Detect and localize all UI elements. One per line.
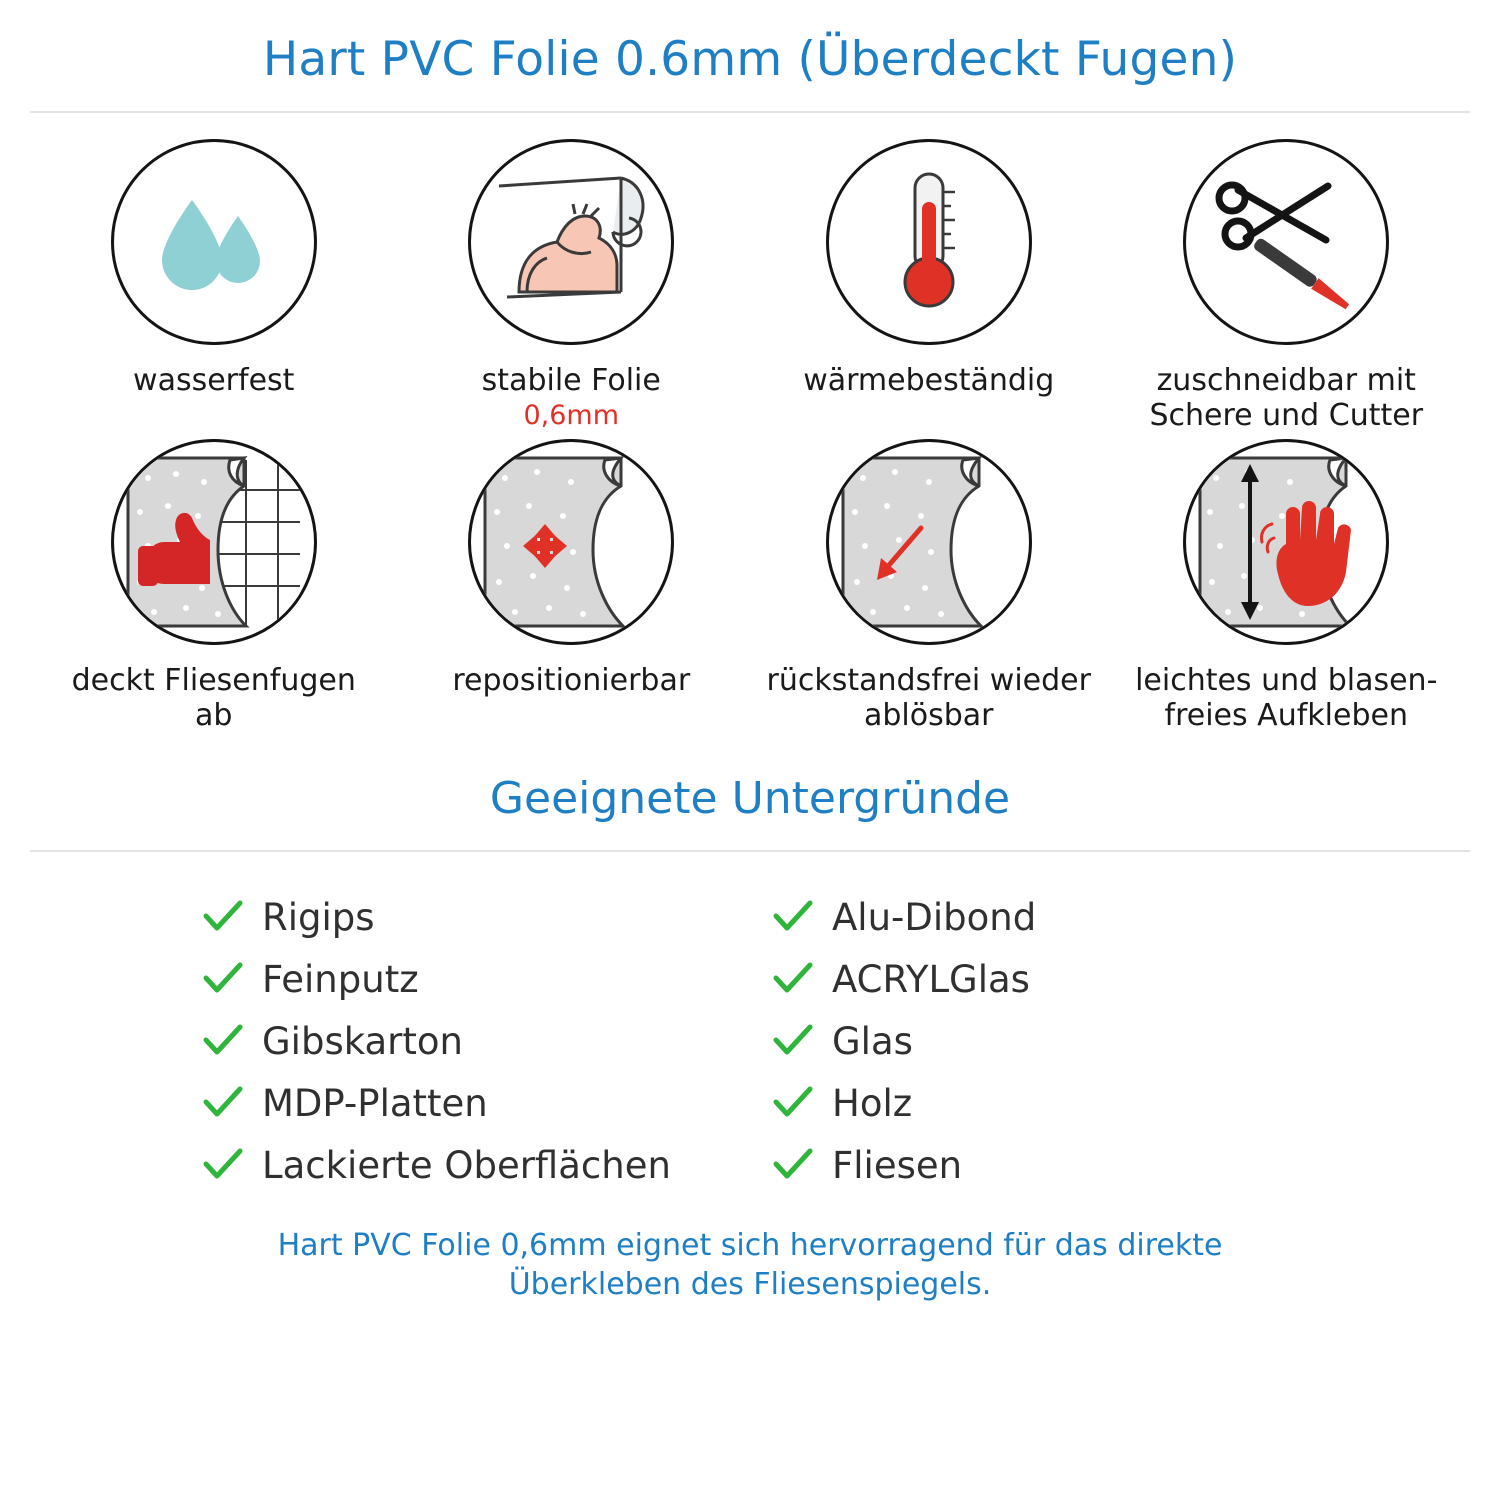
substrate-label: Fliesen xyxy=(832,1143,963,1187)
section-title: Geeignete Untergründe xyxy=(489,773,1011,825)
substrate-label: Alu-Dibond xyxy=(832,895,1037,939)
list-item xyxy=(200,1010,770,1072)
feature-label: wärmebeständig xyxy=(803,363,1055,398)
water-drops-icon xyxy=(111,139,317,345)
feature-sublabel: 0,6mm xyxy=(523,400,620,432)
feature-wasserfest xyxy=(35,139,393,433)
check-icon xyxy=(770,1148,816,1182)
check-icon xyxy=(200,1148,246,1182)
header xyxy=(0,0,1500,87)
smoothing-hand-icon xyxy=(1183,439,1389,645)
check-icon xyxy=(770,1024,816,1058)
list-item xyxy=(770,886,1340,948)
section-divider xyxy=(30,850,1470,852)
feature-grid xyxy=(35,139,1465,733)
check-icon xyxy=(770,962,816,996)
feature-repositionierbar xyxy=(393,439,751,733)
check-icon xyxy=(200,1086,246,1120)
feature-stabile-folie xyxy=(393,139,751,433)
feature-label: rückstandsfrei wieder ablösbar xyxy=(766,663,1091,734)
list-item xyxy=(770,1010,1340,1072)
substrate-label: Feinputz xyxy=(262,957,419,1001)
check-icon xyxy=(770,1086,816,1120)
thermometer-icon xyxy=(826,139,1032,345)
substrate-label: ACRYLGlas xyxy=(832,957,1030,1001)
feature-rueckstandsfrei xyxy=(750,439,1108,733)
feature-label: deckt Fliesenfugen ab xyxy=(71,663,356,734)
list-item xyxy=(200,948,770,1010)
substrate-label: Glas xyxy=(832,1019,913,1063)
substrate-list-left xyxy=(200,886,770,1196)
substrate-label: Lackierte Oberflächen xyxy=(262,1143,671,1187)
thumbs-up-tiles-icon xyxy=(111,439,317,645)
list-item xyxy=(770,1134,1340,1196)
check-icon xyxy=(200,900,246,934)
footer-line-2: Überkleben des Fliesenspiegels. xyxy=(508,1267,992,1303)
feature-label: zuschneidbar mit Schere und Cutter xyxy=(1149,363,1424,434)
footer-note xyxy=(0,1226,1500,1304)
check-icon xyxy=(200,1024,246,1058)
list-item xyxy=(770,948,1340,1010)
substrate-label: MDP-Platten xyxy=(262,1081,488,1125)
footer-line-1: Hart PVC Folie 0,6mm eignet sich hervorragend für das direkte xyxy=(277,1228,1223,1264)
substrate-label: Gibskarton xyxy=(262,1019,463,1063)
check-icon xyxy=(200,962,246,996)
check-icon xyxy=(770,900,816,934)
peel-off-arrow-icon xyxy=(826,439,1032,645)
substrate-label: Holz xyxy=(832,1081,913,1125)
header-divider xyxy=(30,111,1470,113)
list-item xyxy=(200,1072,770,1134)
list-item xyxy=(770,1072,1340,1134)
flexing-arm-film-icon xyxy=(468,139,674,345)
feature-label: leichtes und blasen-freies Aufkleben xyxy=(1135,663,1438,734)
list-item xyxy=(200,1134,770,1196)
feature-zuschneidbar xyxy=(1108,139,1466,433)
feature-label: repositionierbar xyxy=(452,663,691,699)
feature-deckt-fliesenfugen xyxy=(35,439,393,733)
feature-aufkleben xyxy=(1108,439,1466,733)
scissors-cutter-icon xyxy=(1183,139,1389,345)
substrate-lists xyxy=(160,886,1340,1196)
feature-waermebestaendig xyxy=(750,139,1108,433)
reposition-arrows-icon xyxy=(468,439,674,645)
substrate-label: Rigips xyxy=(262,895,375,939)
feature-label: stabile Folie xyxy=(481,363,661,398)
page-title: Hart PVC Folie 0.6mm (Überdeckt Fugen) xyxy=(262,32,1238,87)
list-item xyxy=(200,886,770,948)
feature-label: wasserfest xyxy=(133,363,295,398)
substrate-list-right xyxy=(770,886,1340,1196)
